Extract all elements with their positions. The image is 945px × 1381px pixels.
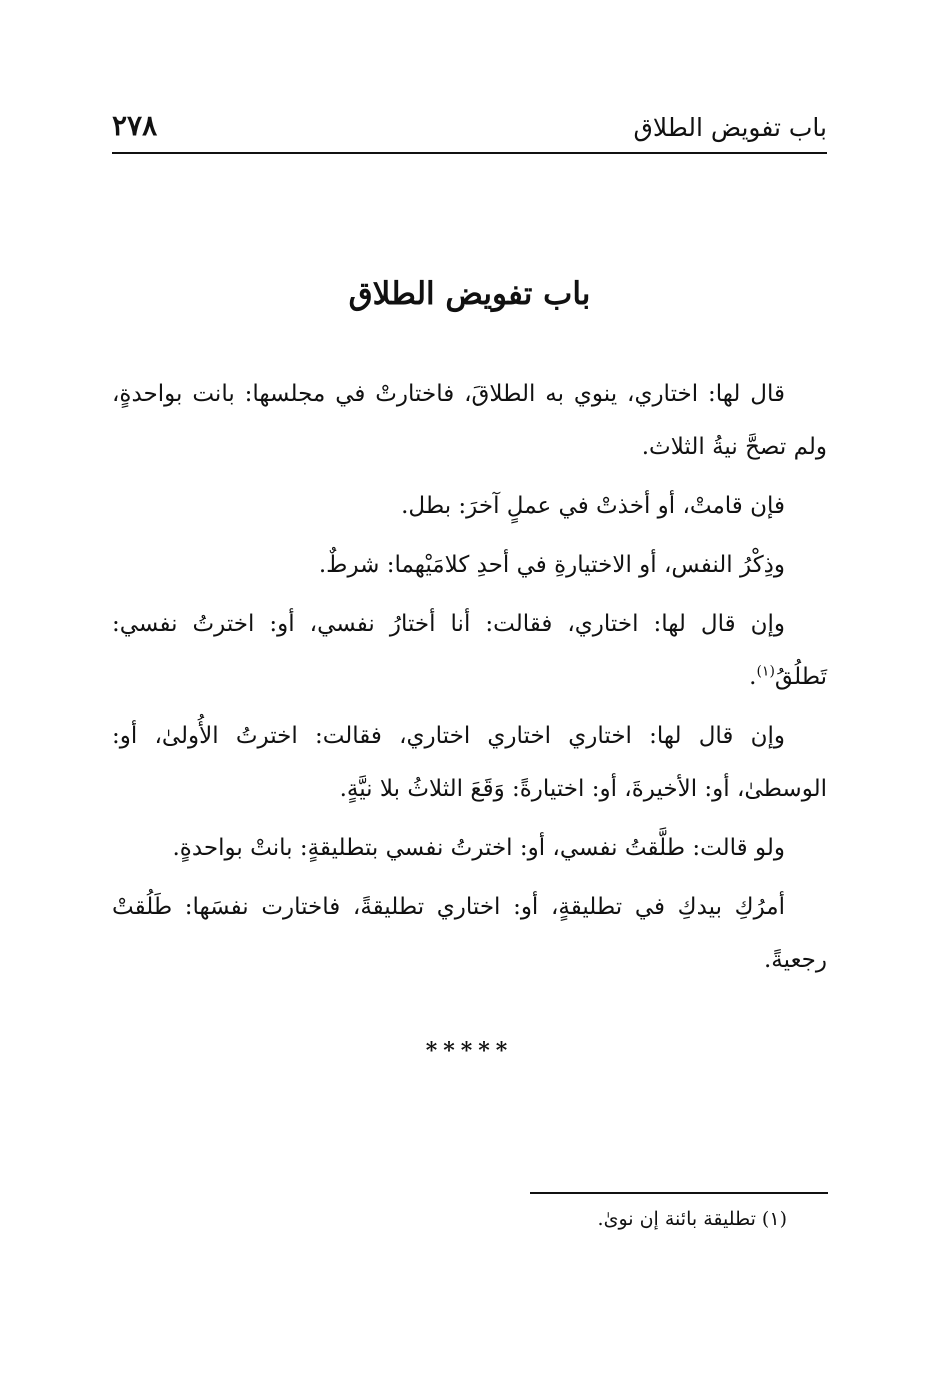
paragraph-text: وإن قال لها: اختاري، فقالت: أنا أختارُ نفسي، أو: اخترتُ نفسي: تَطلُقُ [112,611,827,690]
running-header [112,105,827,151]
running-header-title: باب تفويض الطلاق [633,113,827,142]
paragraph-with-footnote [112,598,827,704]
main-text [112,368,827,993]
paragraph: وذِكْرُ النفس، أو الاختيارةِ في أحدِ كلامَيْهما: شرطٌ. [318,552,785,578]
footnote: (١) تطليقة بائنة إن نوىٰ. [597,1208,787,1230]
paragraph: قال لها: اختاري، ينوي به الطلاقَ، فاختارتْ في مجلسها: بانت بواحدةٍ، ولم تصحَّ نيةُ الثلاث. [112,381,827,460]
paragraph: فإن قامتْ، أو أخذتْ في عملٍ آخرَ: بطل. [401,493,785,519]
paragraph: أمرُكِ بيدكِ في تطليقةٍ، أو: اختاري تطليقةً، فاختارت نفسَها: طَلُقتْ رجعيةً. [112,894,827,973]
paragraph: ولو قالت: طلَّقتُ نفسي، أو: اخترتُ نفسي بتطليقةٍ: بانتْ بواحدةٍ. [172,835,785,861]
footnote-reference: (١) [756,663,775,680]
footnote-rule [530,1192,828,1194]
paragraph-end-punctuation: . [749,664,757,690]
paragraph: وإن قال لها: اختاري اختاري اختاري، فقالت: اخترتُ الأُولىٰ، أو: الوسطىٰ، أو: الأخيرةَ، أو: اختيارةً: وَقَعَ الثلاثُ بلا نيَّةٍ. [112,723,827,802]
chapter-title: باب تفويض الطلاق [348,276,591,312]
section-separator: ***** [425,1038,514,1064]
page-number: ٢٧٨ [112,109,158,142]
header-rule [112,152,827,154]
